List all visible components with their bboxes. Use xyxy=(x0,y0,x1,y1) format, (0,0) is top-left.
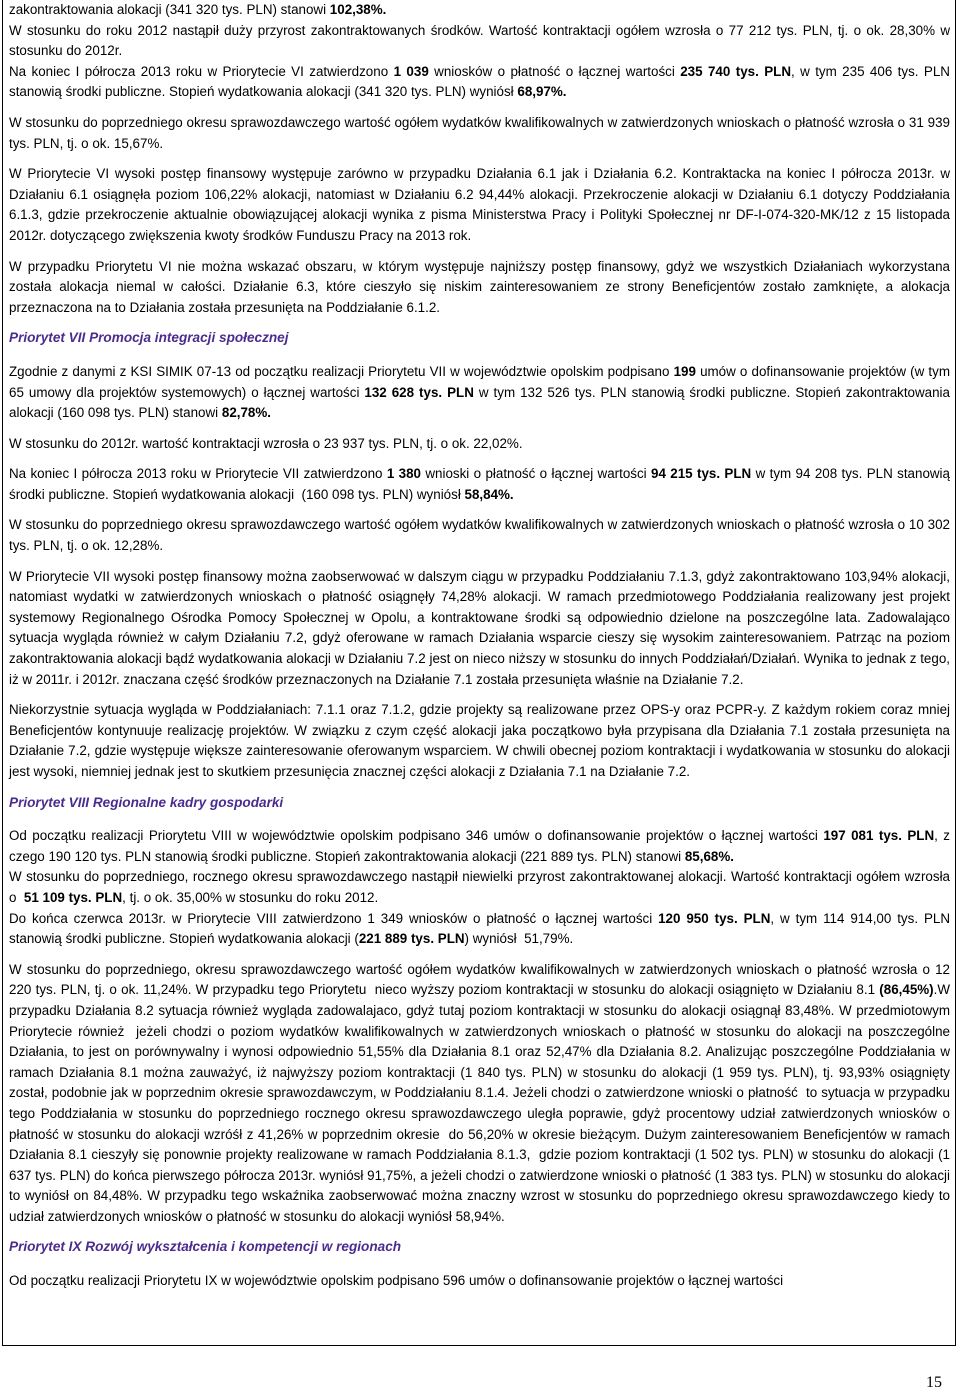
paragraph: W Priorytecie VII wysoki postęp finansowy można zaobserwować w dalszym ciągu w przypadku Poddziałaniu 7.1.3, gdyż zakontraktowano 103,94% alokacji, natomiast wydatki w zatwierdzonych wnioskach o płatność osiągnęły 74,28% alokacji. W ramach przedmiotowego Poddziałania realizowany jest projekt systemowy Regionalnego Ośrodka Pomocy Społecznej w Opolu, a kontraktowane środki są odpowiednio dzielone na poszczególne lata. Zadowalająco sytuacja wygląda również w całym Działaniu 7.2, gdyż oferowane w ramach Działania wsparcie cieszy się wysokim zainteresowaniem. Patrząc na poziom zakontraktowania alokacji bądź wydatkowania alokacji w Działaniu 7.2 jest on nieco niższy w stosunku do innych Poddziałań/Działań. Wynika to jednak z tego, iż w 2011r. i 2012r. znaczana część środków przeznaczonych na Działanie 7.1 została przesunięta właśnie na Działanie 7.2. xyxy=(9,568,950,687)
paragraph: W stosunku do roku 2012 nastąpił duży przyrost zakontraktowanych środków. Wartość kontraktacji ogółem wzrosła o 77 212 tys. PLN, tj. o ok. 28,30% w stosunku do 2012r. xyxy=(9,22,950,59)
section-heading: Priorytet IX Rozwój wykształcenia i kompetencji w regionach xyxy=(9,1239,402,1255)
paragraph: Niekorzystnie sytuacja wygląda w Poddziałaniach: 7.1.1 oraz 7.1.2, gdzie projekty są realizowane przez OPS-y oraz PCPR-y. Z każdym rokiem coraz mniej Beneficjentów kontynuuje realizację projektów. W związku z czym część alokacji jaka początkowo była przypisana dla Działania 7.1 została przesunięta na Działanie 7.2, gdzie występuje większe zainteresowanie oferowanym wsparciem. W chwili obecnej poziom kontraktacji i wydatkowania w stosunku do alokacji jest wysoki, niemniej jednak jest to skutkiem przesunięcia znacznej części alokacji z Działania 7.1 na Działanie 7.2. xyxy=(9,702,950,779)
document-body xyxy=(9,0,950,1292)
paragraph: W przypadku Priorytetu VI nie można wskazać obszaru, w którym występuje najniższy postęp finansowy, gdyż we wszystkich Działaniach wykorzystana została alokacja niemal w całości. Działanie 6.3, które cieszyło się niskim zainteresowaniem ze strony Beneficjentów zostało zamknięte, a alokacja przeznaczona na to Działania została przesunięta na Poddziałanie 6.1.2. xyxy=(9,258,950,315)
paragraph: W stosunku do poprzedniego okresu sprawozdawczego wartość ogółem wydatków kwalifikowalnych w zatwierdzonych wnioskach o płatność wzrosła o 31 939 tys. PLN, tj. o ok. 15,67%. xyxy=(9,114,950,151)
paragraph: Zgodnie z danymi z KSI SIMIK 07-13 od początku realizacji Priorytetu VII w województwie opolskim podpisano 199 umów o dofinansowanie projektów (w tym 65 umowy dla projektów systemowych) o łącznej wartości 132 628 tys. PLN w tym 132 526 tys. PLN stanowią środki publiczne. Stopień zakontraktowania alokacji (160 098 tys. PLN) stanowi 82,78%. xyxy=(9,363,950,421)
paragraph: zakontraktowania alokacji (341 320 tys. PLN) stanowi 102,38%. xyxy=(9,2,387,17)
paragraph: Do końca czerwca 2013r. w Priorytecie VIII zatwierdzono 1 349 wniosków o płatność o łącznej wartości 120 950 tys. PLN, w tym 114 914,00 tys. PLN stanowią środki publiczne. Stopień wydatkowania alokacji (221 889 tys. PLN) wyniósł 51,79%. xyxy=(9,910,951,947)
paragraph: W stosunku do poprzedniego, okresu sprawozdawczego wartość ogółem wydatków kwalifikowalnych w zatwierdzonych wnioskach o płatność wzrosła o 12 220 tys. PLN, tj. o ok. 11,24%. W przypadku tego Priorytetu nieco wyższy poziom kontraktacji w stosunku do alokacji osiągnięto w Działaniu 8.1 (86,45%).W przypadku Działania 8.2 sytuacja również wygląda zadowalajaco, gdyż tutaj poziom kontraktacji w stosunku do alokacji osiągnął 83,48%. W przedmiotowym Priorytecie również jeżeli chodzi o poziom wydatków kwalifikowalnych w zatwierdzonych wnioskach o płatność w stosunku do alokacji na poszczególne Działania, to jest on porównywalny i wynosi odpowiednio 51,55% dla Działania 8.1 oraz 52,47% dla Działania 8.2. Analizując poszczególne Poddziałania w ramach Działania 8.1 można zauważyć, iż najwyższy poziom kontraktacji (1 840 tys. PLN) w stosunku do alokacji (1 959 tys. PLN), tj. 93,93% osiągnięty został, podobnie jak w poprzednim okresie sprawozdawczym, w Poddziałaniu 8.1.4. Jeżeli chodzi o zatwierdzone wnioski o płatność to sytuacja w przypadku tego Poddziałania w stosunku do poprzedniego rocznego okresu sprawozdawczego uległa poprawie, gdyż procentowy udział zatwierdzonych wniosków o płatność w stosunku do alokacji wzróśł z 41,26% w poprzednim okresie do 56,20% w okresie bieżącym. Dużym zainteresowaniem Beneficjentów w ramach Działania 8.1 cieszyły się ponownie projekty realizowane w ramach Poddziałania 8.1.3, gdzie poziom kontraktacji (1 502 tys. PLN) w stosunku do alokacji (1 637 tys. PLN) do końca pierwszego półrocza 2013r. wyniósł 91,75%, a jeżeli chodzi o zatwierdzone wnioski o płatność (1 383 tys. PLN) w stosunku do alokacji to wyniósł on 84,48%. W przypadku tego wskaźnika zaobserwować można znaczny wzrost w stosunku do poprzedniego okresu sprawozdawczego kiedy to udział zatwierdzonych wniosków o płatność w stosunku do alokacji wyniósł 58,94%. xyxy=(9,961,950,1224)
paragraph: Na koniec I półrocza 2013 roku w Priorytecie VI zatwierdzono 1 039 wniosków o płatność o łącznej wartości 235 740 tys. PLN, w tym 235 406 tys. PLN stanowią środki publiczne. Stopień wydatkowania alokacji (341 320 tys. PLN) wyniósł 68,97%. xyxy=(9,63,950,100)
section-heading: Priorytet VII Promocja integracji społecznej xyxy=(9,330,289,346)
paragraph: W Priorytecie VI wysoki postęp finansowy występuje zarówno w przypadku Działania 6.1 jak i Działania 6.2. Kontraktacka na koniec I półrocza 2013r. w Działaniu 6.1 osiągnęła poziom 106,22% alokacji, natomiast w Działaniu 6.2 94,44% alokacji. Przekroczenie alokacji w Działaniu 6.1 dotyczy Poddziałania 6.1.3, gdzie przekroczenie aktualnie obowiązującej alokacji wynika z pisma Ministerstwa Pracy i Polityki Społecznej nr DF-I-074-320-MK/12 z 15 listopada 2012r. dotyczącego zwiększenia kwoty środków Funduszu Pracy na 2013 rok. xyxy=(9,166,950,243)
paragraph: Na koniec I półrocza 2013 roku w Priorytecie VII zatwierdzono 1 380 wnioski o płatność o łącznej wartości 94 215 tys. PLN w tym 94 208 tys. PLN stanowią środki publiczne. Stopień wydatkowania alokacji (160 098 tys. PLN) wyniósł 58,84%. xyxy=(9,466,950,502)
paragraph: W stosunku do poprzedniego okresu sprawozdawczego wartość ogółem wydatków kwalifikowalnych w zatwierdzonych wnioskach o płatność wzrosła o 10 302 tys. PLN, tj. o ok. 12,28%. xyxy=(9,517,950,554)
paragraph: Od początku realizacji Priorytetu IX w województwie opolskim podpisano 596 umów o dofinansowanie projektów o łącznej wartości xyxy=(9,1273,784,1289)
paragraph: W stosunku do poprzedniego, rocznego okresu sprawozdawczego nastąpił niewielki przyrost zakontraktowanej alokacji. Wartość kontraktacji ogółem wzrosła o 51 109 tys. PLN, tj. o ok. 35,00% w stosunku do roku 2012. xyxy=(9,869,950,905)
section-heading: Priorytet VIII Regionalne kadry gospodarki xyxy=(9,794,284,810)
paragraph: W stosunku do 2012r. wartość kontraktacji wzrosła o 23 937 tys. PLN, tj. o ok. 22,02%. xyxy=(9,435,523,451)
paragraph: Od początku realizacji Priorytetu VIII w województwie opolskim podpisano 346 umów o dofinansowanie projektów o łącznej wartości 197 081 tys. PLN, z czego 190 120 tys. PLN stanowią środki publiczne. Stopień zakontraktowania alokacji (221 889 tys. PLN) stanowi 85,68%. xyxy=(9,828,951,864)
page-number: 15 xyxy=(926,1374,942,1391)
